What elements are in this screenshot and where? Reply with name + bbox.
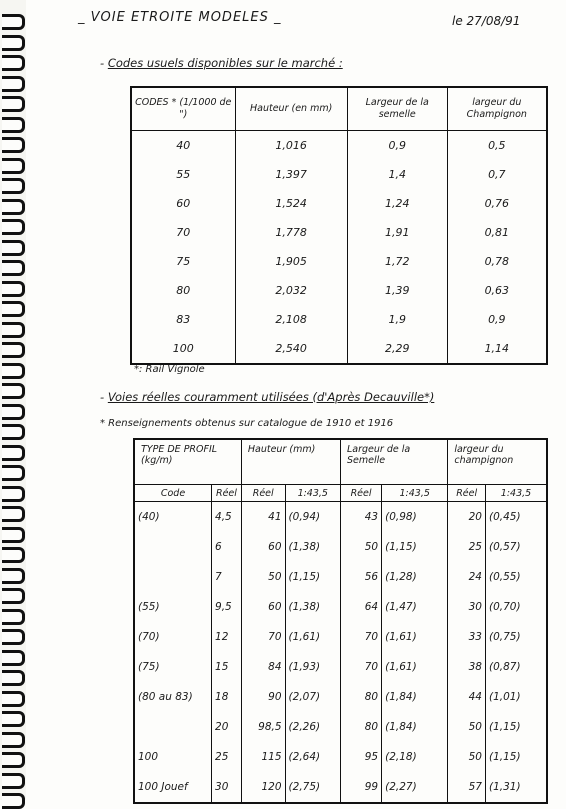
spiral-binding <box>0 0 26 800</box>
table-cell: 20 <box>448 502 486 533</box>
table-cell: 70 <box>340 652 381 682</box>
table-cell: (0,57) <box>485 532 547 562</box>
table-row <box>131 131 547 161</box>
table-cell: (1,31) <box>485 772 547 803</box>
table-row <box>131 218 547 247</box>
table-cell: 33 <box>448 622 486 652</box>
binding-ring <box>2 260 25 276</box>
table-cell: (1,93) <box>285 652 340 682</box>
table-row <box>131 334 547 364</box>
table-cell: 0,5 <box>447 131 547 161</box>
table-cell: (2,75) <box>285 772 340 803</box>
table-cell: 12 <box>212 622 242 652</box>
binding-ring <box>2 424 25 440</box>
table-cell: 70 <box>340 622 381 652</box>
table-row <box>131 189 547 218</box>
table-cell: 120 <box>241 772 285 803</box>
table-cell: 1,14 <box>447 334 547 364</box>
table-cell: 100 <box>138 751 159 763</box>
table-cell: (1,15) <box>285 562 340 592</box>
table-cell: 50 <box>340 532 381 562</box>
table-cell: 1,39 <box>347 276 447 305</box>
table-cell: 100 Jouef <box>138 781 188 793</box>
table-cell: (1,61) <box>382 652 448 682</box>
col-header-champignon: largeur du Champignon <box>447 87 547 131</box>
table-cell <box>134 712 212 742</box>
table-cell: 0,76 <box>447 189 547 218</box>
table-cell: 25 <box>448 532 486 562</box>
decauville-table-body <box>134 502 547 804</box>
table-cell: 80 <box>340 712 381 742</box>
col-header-type: TYPE DE PROFIL (kg/m) <box>141 444 218 466</box>
binding-ring <box>2 445 25 461</box>
subheader-reel: Réel <box>448 485 486 502</box>
table-row <box>131 247 547 276</box>
table-cell: 40 <box>131 131 235 161</box>
table-cell: 98,5 <box>241 712 285 742</box>
table-cell: 55 <box>131 160 235 189</box>
binding-ring <box>2 465 25 481</box>
subheader-scale: 1:43,5 <box>485 485 547 502</box>
table-cell: 1,72 <box>347 247 447 276</box>
binding-ring <box>2 137 25 153</box>
table-row <box>134 622 547 652</box>
col-header-codes: CODES * (1/1000 de ") <box>131 87 235 131</box>
table-cell: (0,94) <box>285 502 340 533</box>
table-cell: (2,27) <box>382 772 448 803</box>
table-cell: 0,63 <box>447 276 547 305</box>
table-cell: (0,98) <box>382 502 448 533</box>
table-cell: (1,15) <box>485 712 547 742</box>
table-cell: 41 <box>241 502 285 533</box>
page-date: le 27/08/91 <box>452 14 521 28</box>
table-cell: 18 <box>212 682 242 712</box>
table-cell: (1,61) <box>382 622 448 652</box>
table-cell: (75) <box>138 661 160 673</box>
table-cell: 84 <box>241 652 285 682</box>
table-row <box>134 772 547 803</box>
table-cell: 2,108 <box>235 305 347 334</box>
table-cell: (2,07) <box>285 682 340 712</box>
binding-ring <box>2 281 25 297</box>
table-cell: 80 <box>131 276 235 305</box>
table-cell: (0,45) <box>485 502 547 533</box>
table-cell: 1,905 <box>235 247 347 276</box>
subheader-reel: Réel <box>241 485 285 502</box>
table-row <box>134 592 547 622</box>
section-1-title: - Codes usuels disponibles sur le marché : <box>100 56 343 70</box>
table-row <box>131 276 547 305</box>
table-cell: 80 <box>340 682 381 712</box>
table-cell: 0,81 <box>447 218 547 247</box>
subheader-reel: Réel <box>212 485 242 502</box>
table-cell: (0,55) <box>485 562 547 592</box>
table-cell: (1,84) <box>382 682 448 712</box>
table-row <box>134 712 547 742</box>
table-cell: (2,26) <box>285 712 340 742</box>
table-cell: 20 <box>212 712 242 742</box>
table-cell: (1,84) <box>382 712 448 742</box>
table-cell: 38 <box>448 652 486 682</box>
table-cell <box>134 562 212 592</box>
binding-ring <box>2 773 25 789</box>
catalogue-note: * Renseignements obtenus sur catalogue de 1910 et 1916 <box>100 418 394 429</box>
table-cell: 1,016 <box>235 131 347 161</box>
table-cell: 0,9 <box>347 131 447 161</box>
table-cell: 50 <box>448 712 486 742</box>
codes-table-body <box>131 131 547 365</box>
table-cell: 1,397 <box>235 160 347 189</box>
table-row <box>134 502 547 533</box>
table-cell: (1,01) <box>485 682 547 712</box>
binding-ring <box>2 609 25 625</box>
binding-ring <box>2 158 25 174</box>
table-cell: (0,70) <box>485 592 547 622</box>
table-cell: 70 <box>131 218 235 247</box>
binding-ring <box>2 404 25 420</box>
subheader-scale: 1:43,5 <box>382 485 448 502</box>
table-row <box>134 742 547 772</box>
table-cell: 6 <box>212 532 242 562</box>
table-cell: 50 <box>241 562 285 592</box>
table-cell: 2,540 <box>235 334 347 364</box>
table-row <box>134 562 547 592</box>
table-cell: 30 <box>448 592 486 622</box>
codes-table <box>130 86 548 365</box>
binding-ring <box>2 629 25 645</box>
table-cell: (1,38) <box>285 532 340 562</box>
table-cell: 9,5 <box>212 592 242 622</box>
col-header-hauteur2: Hauteur (mm) <box>241 439 340 485</box>
footnote: *: Rail Vignole <box>134 364 205 375</box>
table-row <box>134 652 547 682</box>
binding-ring <box>2 342 25 358</box>
table-cell: (1,38) <box>285 592 340 622</box>
binding-ring <box>2 219 25 235</box>
table-cell: 25 <box>212 742 242 772</box>
table-row <box>131 160 547 189</box>
binding-ring <box>2 752 25 768</box>
table-row <box>134 532 547 562</box>
binding-ring <box>2 96 25 112</box>
table-cell: 115 <box>241 742 285 772</box>
table-cell: 83 <box>131 305 235 334</box>
page-title: _ VOIE ETROITE MODELES _ <box>78 10 282 25</box>
table-cell: (0,87) <box>485 652 547 682</box>
table-cell: (40) <box>138 511 160 523</box>
table-cell: (1,15) <box>485 742 547 772</box>
table-cell: (55) <box>138 601 160 613</box>
table-cell: (1,15) <box>382 532 448 562</box>
binding-ring <box>2 322 25 338</box>
col-header-semelle2: Largeur de la Semelle <box>340 439 447 485</box>
table-cell: 4,5 <box>212 502 242 533</box>
table-cell: 60 <box>241 592 285 622</box>
table-row <box>134 682 547 712</box>
table-cell: (2,64) <box>285 742 340 772</box>
binding-ring <box>2 732 25 748</box>
binding-ring <box>2 117 25 133</box>
table-cell: (2,18) <box>382 742 448 772</box>
table-cell: 75 <box>131 247 235 276</box>
binding-ring <box>2 76 25 92</box>
binding-ring <box>2 691 25 707</box>
binding-ring <box>2 670 25 686</box>
binding-ring <box>2 240 25 256</box>
section-2-title: - Voies réelles couramment utilisées (d'Après Decauville*) <box>100 390 435 404</box>
table-cell: 1,524 <box>235 189 347 218</box>
binding-ring <box>2 506 25 522</box>
table-cell: 43 <box>340 502 381 533</box>
binding-ring <box>2 568 25 584</box>
table-cell: (80 au 83) <box>138 691 193 703</box>
table-cell: 60 <box>241 532 285 562</box>
table-cell: 64 <box>340 592 381 622</box>
binding-ring <box>2 178 25 194</box>
table-cell: 2,032 <box>235 276 347 305</box>
table-cell: 95 <box>340 742 381 772</box>
table-cell: 0,9 <box>447 305 547 334</box>
table-cell: 99 <box>340 772 381 803</box>
table-cell: 44 <box>448 682 486 712</box>
subheader-code: Code <box>134 485 212 502</box>
table-cell: 0,7 <box>447 160 547 189</box>
table-cell: (1,28) <box>382 562 448 592</box>
binding-ring <box>2 711 25 727</box>
table-cell: 90 <box>241 682 285 712</box>
table-cell: 100 <box>131 334 235 364</box>
binding-ring <box>2 650 25 666</box>
binding-ring <box>2 301 25 317</box>
binding-ring <box>2 547 25 563</box>
table-cell: 57 <box>448 772 486 803</box>
table-cell: 1,4 <box>347 160 447 189</box>
table-row <box>131 305 547 334</box>
decauville-table <box>133 438 548 804</box>
table-cell: 60 <box>131 189 235 218</box>
binding-ring <box>2 363 25 379</box>
subheader-reel: Réel <box>340 485 381 502</box>
binding-ring <box>2 793 25 809</box>
binding-ring <box>2 527 25 543</box>
table-cell: 15 <box>212 652 242 682</box>
table-cell: 70 <box>241 622 285 652</box>
col-header-semelle: Largeur de la semelle <box>347 87 447 131</box>
binding-ring <box>2 383 25 399</box>
binding-ring <box>2 35 25 51</box>
table-cell: (0,75) <box>485 622 547 652</box>
table-cell: 7 <box>212 562 242 592</box>
binding-ring <box>2 55 25 71</box>
table-cell: 1,91 <box>347 218 447 247</box>
col-header-champignon2: largeur du champignon <box>448 439 547 485</box>
subheader-scale: 1:43,5 <box>285 485 340 502</box>
table-cell: 30 <box>212 772 242 803</box>
table-cell <box>134 532 212 562</box>
table-cell: (70) <box>138 631 160 643</box>
table-cell: (1,61) <box>285 622 340 652</box>
table-cell: 56 <box>340 562 381 592</box>
table-cell: 24 <box>448 562 486 592</box>
table-cell: 1,778 <box>235 218 347 247</box>
table-cell: 1,9 <box>347 305 447 334</box>
binding-ring <box>2 14 25 30</box>
col-header-hauteur: Hauteur (en mm) <box>235 87 347 131</box>
binding-ring <box>2 199 25 215</box>
table-cell: (1,47) <box>382 592 448 622</box>
table-cell: 1,24 <box>347 189 447 218</box>
binding-ring <box>2 486 25 502</box>
binding-ring <box>2 588 25 604</box>
table-cell: 50 <box>448 742 486 772</box>
table-cell: 2,29 <box>347 334 447 364</box>
table-cell: 0,78 <box>447 247 547 276</box>
